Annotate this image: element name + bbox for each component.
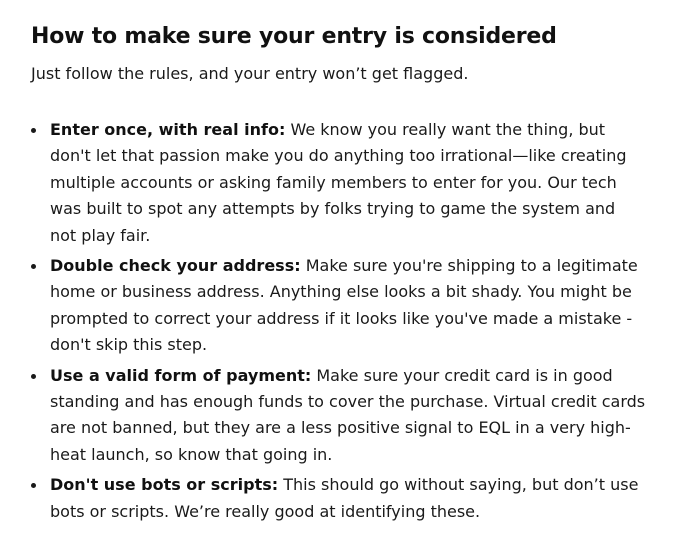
page-title: How to make sure your entry is considered (31, 24, 557, 49)
rule-item-check-address (31, 253, 646, 359)
rule-text: Make sure you're shipping to a legitimate home or business address. Anything else looks a bit shady. You might be prompted to correct your address if it looks like you've made a mistake - don't skip this step. (50, 256, 638, 355)
page-subtitle: Just follow the rules, and your entry won’t get flagged. (31, 64, 469, 83)
bullet-icon (31, 374, 36, 379)
rule-title: Use a valid form of payment: (50, 365, 312, 385)
rules-list (31, 117, 646, 525)
bullet-icon (31, 264, 36, 269)
rule-text: This should go without saying, but don’t use bots or scripts. We’re really good at identifying these. (50, 475, 639, 521)
bullet-icon (31, 483, 36, 488)
rule-item-enter-once (31, 117, 646, 249)
rule-text: Make sure your credit card is in good standing and has enough funds to cover the purchase. Virtual credit cards are not banned, but they are a less positive signal to EQL in a very high-heat launch, so know that going in. (50, 365, 646, 464)
rule-title: Don't use bots or scripts: (50, 475, 279, 495)
rule-item-no-bots (31, 472, 646, 525)
rule-title: Double check your address: (50, 256, 301, 276)
rule-item-valid-payment (31, 363, 646, 469)
rule-title: Enter once, with real info: (50, 120, 286, 139)
rule-text: We know you really want the thing, but don't let that passion make you do anything too irrational—like creating multiple accounts or asking family members to enter for you. Our tech was built to spot any attempts by folks trying to game the system and not play fair. (50, 120, 627, 245)
bullet-icon (31, 128, 36, 133)
